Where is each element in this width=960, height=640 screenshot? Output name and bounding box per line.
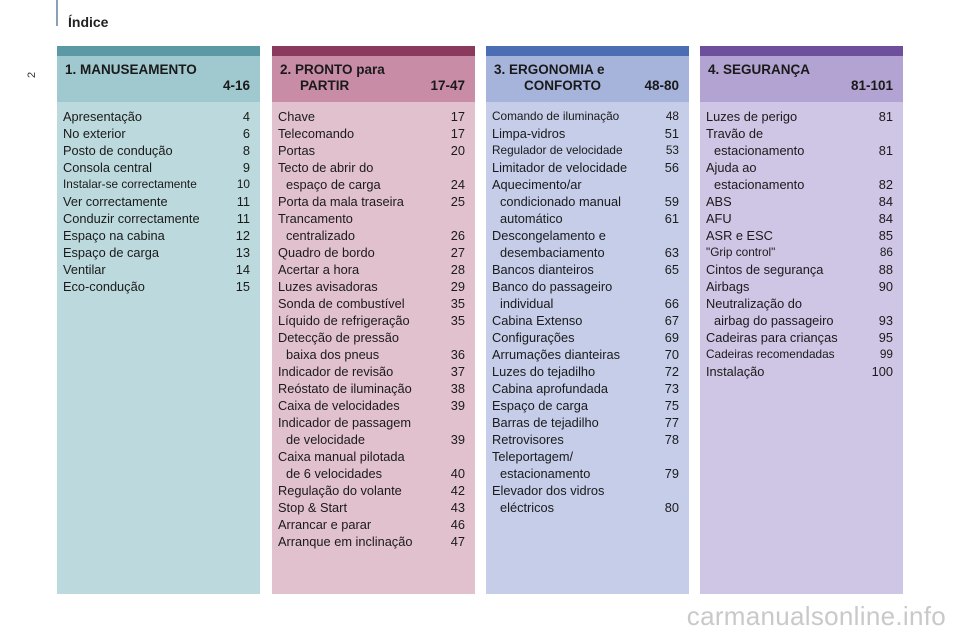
toc-entry-page: 95 <box>878 330 893 345</box>
toc-entry-label: eléctricos <box>500 500 555 515</box>
toc-entry[interactable] <box>706 363 893 380</box>
toc-entry[interactable] <box>706 261 893 278</box>
toc-entry-page: 35 <box>450 296 465 311</box>
toc-entry-page: 81 <box>878 109 893 124</box>
toc-entry[interactable] <box>278 125 465 142</box>
toc-entry-page: 77 <box>664 415 679 430</box>
toc-entry-label: Regulação do volante <box>278 483 402 498</box>
toc-entry-page: 69 <box>664 330 679 345</box>
toc-entry-page: 48 <box>665 109 679 123</box>
toc-entry-label: Porta da mala traseira <box>278 194 404 209</box>
toc-entry[interactable] <box>278 159 465 176</box>
toc-entry-label: Teleportagem/ <box>492 449 574 464</box>
toc-entry-label: estacionamento <box>500 466 591 481</box>
section-title-cont: PARTIR <box>300 78 350 93</box>
toc-entry-page: 12 <box>235 228 250 243</box>
toc-entry-label: Apresentação <box>63 109 142 124</box>
toc-entry-label: Acertar a hora <box>278 262 360 277</box>
toc-entry-label: Instalar-se correctamente <box>63 177 197 191</box>
toc-entry-label: ABS <box>706 194 732 209</box>
toc-entry[interactable] <box>706 125 893 142</box>
toc-entry[interactable] <box>492 380 679 397</box>
toc-entry[interactable] <box>492 465 679 482</box>
toc-entry[interactable] <box>706 210 893 227</box>
toc-entry-label: Banco do passageiro <box>492 279 613 294</box>
toc-entry[interactable] <box>278 108 465 125</box>
toc-entry-label: Ver correctamente <box>63 194 168 209</box>
toc-entry-label: Consola central <box>63 160 152 175</box>
toc-entry-page: 11 <box>236 211 250 226</box>
toc-entry-label: Cadeiras para crianças <box>706 330 838 345</box>
section-title-cont: CONFORTO <box>524 78 601 93</box>
toc-entry-page <box>461 329 465 346</box>
toc-entry[interactable] <box>278 244 465 261</box>
toc-entry-label: Cabina Extenso <box>492 313 583 328</box>
toc-entry-label: Portas <box>278 143 315 158</box>
toc-entry[interactable] <box>492 482 679 499</box>
section-range: 48-80 <box>644 78 679 93</box>
toc-entry[interactable] <box>63 261 250 278</box>
toc-entry[interactable] <box>706 193 893 210</box>
toc-entry-label: Conduzir correctamente <box>63 211 200 226</box>
toc-entry[interactable] <box>492 108 679 125</box>
toc-entry[interactable] <box>63 142 250 159</box>
toc-entry-page: 38 <box>450 381 465 396</box>
toc-entry-page: 78 <box>664 432 679 447</box>
toc-entry-label: Trancamento <box>278 211 353 226</box>
section-ergonomia-conforto <box>486 46 689 594</box>
toc-entry-label: de 6 velocidades <box>286 466 383 481</box>
toc-entry[interactable] <box>492 329 679 346</box>
toc-entry-label: Indicador de passagem <box>278 415 412 430</box>
toc-entry-page <box>461 210 465 227</box>
toc-entry-page <box>461 448 465 465</box>
toc-entry[interactable] <box>278 227 465 244</box>
toc-entry-page: 26 <box>450 228 465 243</box>
toc-entry-page: 42 <box>450 483 465 498</box>
toc-entry-page: 40 <box>450 466 465 481</box>
toc-entry-page: 73 <box>664 381 679 396</box>
toc-entry-page <box>675 176 679 193</box>
section-color-bar <box>57 46 260 56</box>
toc-entry[interactable] <box>706 227 893 244</box>
toc-entry-label: airbag do passageiro <box>714 313 834 328</box>
toc-entry-label: Arrancar e parar <box>278 517 372 532</box>
toc-entry[interactable] <box>492 210 679 227</box>
toc-entry-label: Tecto de abrir do <box>278 160 374 175</box>
toc-entry[interactable] <box>278 210 465 227</box>
toc-entry-page: 72 <box>664 364 679 379</box>
toc-entry-page: 20 <box>450 143 465 158</box>
toc-entry-label: automático <box>500 211 563 226</box>
toc-entry-page: 93 <box>878 313 893 328</box>
toc-entry-label: Reóstato de iluminação <box>278 381 412 396</box>
toc-entry-label: desembaciamento <box>500 245 605 260</box>
toc-entry-label: Neutralização do <box>706 296 803 311</box>
section-title: 2. PRONTO para <box>280 62 385 77</box>
toc-entry-label: Bancos dianteiros <box>492 262 594 277</box>
toc-entry-page: 82 <box>878 177 893 192</box>
toc-entry-label: Detecção de pressão <box>278 330 399 345</box>
section-heading[interactable] <box>57 56 260 102</box>
toc-entry[interactable] <box>278 193 465 210</box>
toc-entry[interactable] <box>278 176 465 193</box>
toc-entry-label: AFU <box>706 211 732 226</box>
toc-entry-label: Travão de <box>706 126 764 141</box>
toc-entry-page: 15 <box>235 279 250 294</box>
toc-entry[interactable] <box>278 397 465 414</box>
toc-entry-page: 63 <box>664 245 679 260</box>
toc-entry-page <box>461 159 465 176</box>
toc-entry-page: 24 <box>450 177 465 192</box>
toc-entry-label: Espaço de carga <box>492 398 589 413</box>
entry-list <box>700 102 903 380</box>
toc-entry-label: Eco-condução <box>63 279 145 294</box>
toc-entry[interactable] <box>278 414 465 431</box>
toc-entry-page: 100 <box>871 364 893 379</box>
header-rule <box>56 0 58 26</box>
toc-entry-page: 25 <box>450 194 465 209</box>
toc-entry-page: 28 <box>450 262 465 277</box>
toc-entry-page: 17 <box>450 126 465 141</box>
section-title: 3. ERGONOMIA e <box>494 62 605 77</box>
toc-entry-page <box>889 125 893 142</box>
toc-entry[interactable] <box>492 414 679 431</box>
toc-entry-label: Airbags <box>706 279 750 294</box>
toc-entry-page: 39 <box>450 432 465 447</box>
toc-entry[interactable] <box>492 261 679 278</box>
toc-entry-label: Elevador dos vidros <box>492 483 605 498</box>
toc-entry-page: 8 <box>242 143 250 158</box>
section-title: 1. MANUSEAMENTO <box>65 62 197 77</box>
entry-list <box>57 102 260 295</box>
toc-entry-label: Descongelamento e <box>492 228 606 243</box>
toc-entry-label: Posto de condução <box>63 143 173 158</box>
toc-entry[interactable] <box>492 431 679 448</box>
entry-list <box>486 102 689 516</box>
toc-entry-page <box>675 278 679 295</box>
toc-entry-label: Sonda de combustível <box>278 296 405 311</box>
toc-entry[interactable] <box>278 533 465 550</box>
section-title: 4. SEGURANÇA <box>708 62 811 77</box>
page-number: 2 <box>26 71 38 78</box>
toc-entry-page: 43 <box>450 500 465 515</box>
toc-entry[interactable] <box>492 142 679 159</box>
toc-entry[interactable] <box>278 465 465 482</box>
toc-entry-page: 13 <box>235 245 250 260</box>
toc-entry-page: 36 <box>450 347 465 362</box>
toc-entry-label: Cabina aprofundada <box>492 381 608 396</box>
toc-entry-page: 37 <box>450 364 465 379</box>
section-range: 17-47 <box>430 78 465 93</box>
toc-entry[interactable] <box>706 346 893 363</box>
toc-entry-label: Arrumações dianteiras <box>492 347 621 362</box>
toc-entry[interactable] <box>278 363 465 380</box>
toc-entry[interactable] <box>63 210 250 227</box>
toc-entry-page: 66 <box>664 296 679 311</box>
toc-entry[interactable] <box>706 244 893 261</box>
toc-entry-label: Chave <box>278 109 315 124</box>
toc-entry-page: 56 <box>664 160 679 175</box>
toc-entry[interactable] <box>278 312 465 329</box>
toc-entry-page: 11 <box>236 194 250 209</box>
toc-entry[interactable] <box>278 448 465 465</box>
toc-entry-label: Caixa manual pilotada <box>278 449 405 464</box>
toc-entry-label: Ventilar <box>63 262 106 277</box>
toc-entry[interactable] <box>63 159 250 176</box>
toc-entry[interactable] <box>706 312 893 329</box>
toc-entry-label: espaço de carga <box>286 177 381 192</box>
toc-entry[interactable] <box>63 108 250 125</box>
toc-entry[interactable] <box>278 278 465 295</box>
toc-entry[interactable] <box>706 176 893 193</box>
toc-entry-page: 53 <box>665 143 679 157</box>
toc-entry-page: 47 <box>450 534 465 549</box>
section-color-bar <box>700 46 903 56</box>
toc-entry-page <box>675 227 679 244</box>
toc-entry[interactable] <box>492 499 679 516</box>
toc-entry-label: Telecomando <box>278 126 355 141</box>
toc-entry[interactable] <box>706 329 893 346</box>
toc-entry-page: 6 <box>242 126 250 141</box>
toc-entry[interactable] <box>278 295 465 312</box>
toc-entry-page: 80 <box>664 500 679 515</box>
section-color-bar <box>272 46 475 56</box>
toc-entry-page: 84 <box>878 194 893 209</box>
toc-entry[interactable] <box>706 108 893 125</box>
section-range: 81-101 <box>850 78 893 93</box>
toc-entry-page: 17 <box>450 109 465 124</box>
toc-entry-page <box>675 482 679 499</box>
section-pronto-para-partir <box>272 46 475 594</box>
toc-entry[interactable] <box>706 295 893 312</box>
toc-entry-page <box>675 448 679 465</box>
toc-entry-label: Luzes de perigo <box>706 109 798 124</box>
toc-entry[interactable] <box>492 448 679 465</box>
toc-entry-page: 61 <box>664 211 679 226</box>
toc-entry-label: Luzes do tejadilho <box>492 364 596 379</box>
toc-entry-label: Espaço na cabina <box>63 228 165 243</box>
toc-entry[interactable] <box>492 397 679 414</box>
toc-entry-page: 90 <box>878 279 893 294</box>
toc-entry-label: Configurações <box>492 330 575 345</box>
toc-entry-label: Indicador de revisão <box>278 364 394 379</box>
section-heading[interactable] <box>700 56 903 102</box>
toc-entry-page: 75 <box>664 398 679 413</box>
toc-entry[interactable] <box>492 227 679 244</box>
toc-entry[interactable] <box>278 431 465 448</box>
toc-entry-label: ASR e ESC <box>706 228 773 243</box>
toc-entry-label: Líquido de refrigeração <box>278 313 410 328</box>
toc-entry[interactable] <box>63 278 250 295</box>
toc-entry-label: Luzes avisadoras <box>278 279 378 294</box>
toc-entry-label: Cadeiras recomendadas <box>706 347 835 361</box>
toc-entry[interactable] <box>492 159 679 176</box>
entry-list <box>272 102 475 550</box>
toc-entry[interactable] <box>278 346 465 363</box>
toc-entry-label: Comando de iluminação <box>492 109 620 123</box>
toc-entry-label: Barras de tejadilho <box>492 415 599 430</box>
toc-entry[interactable] <box>63 244 250 261</box>
toc-entry[interactable] <box>492 312 679 329</box>
toc-entry-page: 84 <box>878 211 893 226</box>
toc-entry-label: Quadro de bordo <box>278 245 375 260</box>
toc-entry-label: Caixa de velocidades <box>278 398 400 413</box>
toc-entry-label: estacionamento <box>714 143 805 158</box>
toc-entry[interactable] <box>492 363 679 380</box>
toc-entry-label: Stop & Start <box>278 500 347 515</box>
toc-entry-page: 65 <box>664 262 679 277</box>
toc-entry-page: 70 <box>664 347 679 362</box>
section-seguranca <box>700 46 903 594</box>
toc-entry-label: Limitador de velocidade <box>492 160 628 175</box>
toc-entry-page <box>889 295 893 312</box>
toc-entry-page: 4 <box>242 109 250 124</box>
page-title: Índice <box>68 14 109 30</box>
toc-entry-label: Instalação <box>706 364 765 379</box>
toc-entry-label: Arranque em inclinação <box>278 534 413 549</box>
toc-entry[interactable] <box>706 142 893 159</box>
toc-entry-page: 27 <box>450 245 465 260</box>
toc-entry[interactable] <box>278 516 465 533</box>
toc-entry-page: 67 <box>664 313 679 328</box>
toc-entry-page: 79 <box>664 466 679 481</box>
section-heading[interactable] <box>272 56 475 102</box>
toc-entry-label: individual <box>500 296 554 311</box>
watermark: carmanualsonline.info <box>686 601 946 631</box>
toc-entry-page: 39 <box>450 398 465 413</box>
toc-entry[interactable] <box>492 125 679 142</box>
toc-entry-label: Cintos de segurança <box>706 262 824 277</box>
toc-entry-page: 99 <box>879 347 893 361</box>
toc-entry[interactable] <box>492 346 679 363</box>
toc-entry-page: 14 <box>235 262 250 277</box>
toc-entry[interactable] <box>492 244 679 261</box>
section-manuseamento <box>57 46 260 594</box>
toc-entry-page: 9 <box>242 160 250 175</box>
toc-entry[interactable] <box>278 499 465 516</box>
toc-entry[interactable] <box>492 193 679 210</box>
toc-entry-label: Espaço de carga <box>63 245 160 260</box>
toc-entry-page: 85 <box>878 228 893 243</box>
toc-entry-page: 10 <box>236 177 250 191</box>
section-heading[interactable] <box>486 56 689 102</box>
toc-entry-page <box>461 414 465 431</box>
toc-entry[interactable] <box>492 176 679 193</box>
toc-entry-label: centralizado <box>286 228 356 243</box>
toc-entry[interactable] <box>278 142 465 159</box>
toc-entry-label: No exterior <box>63 126 126 141</box>
toc-entry-page: 88 <box>878 262 893 277</box>
toc-entry[interactable] <box>278 261 465 278</box>
toc-entry[interactable] <box>63 176 250 193</box>
toc-entry-label: Ajuda ao <box>706 160 757 175</box>
toc-entry-label: Regulador de velocidade <box>492 143 623 157</box>
toc-entry-label: "Grip control" <box>706 245 776 259</box>
toc-entry[interactable] <box>278 482 465 499</box>
toc-entry-label: baixa dos pneus <box>286 347 380 362</box>
toc-entry[interactable] <box>278 380 465 397</box>
toc-entry-label: Retrovisores <box>492 432 564 447</box>
toc-entry-page: 35 <box>450 313 465 328</box>
toc-entry[interactable] <box>492 278 679 295</box>
toc-entry[interactable] <box>63 227 250 244</box>
section-color-bar <box>486 46 689 56</box>
toc-entry[interactable] <box>706 278 893 295</box>
toc-entry-label: condicionado manual <box>500 194 621 209</box>
toc-entry-page: 81 <box>878 143 893 158</box>
toc-entry-page: 86 <box>879 245 893 259</box>
toc-entry[interactable] <box>706 159 893 176</box>
toc-entry-page: 29 <box>450 279 465 294</box>
section-range: 4-16 <box>222 78 250 93</box>
toc-entry[interactable] <box>63 193 250 210</box>
toc-entry[interactable] <box>278 329 465 346</box>
toc-entry[interactable] <box>63 125 250 142</box>
toc-entry-label: Aquecimento/ar <box>492 177 582 192</box>
toc-entry-label: estacionamento <box>714 177 805 192</box>
toc-entry-page: 46 <box>450 517 465 532</box>
toc-entry[interactable] <box>492 295 679 312</box>
toc-entry-label: de velocidade <box>286 432 365 447</box>
toc-entry-page <box>889 159 893 176</box>
toc-entry-page: 59 <box>664 194 679 209</box>
toc-entry-label: Limpa-vidros <box>492 126 566 141</box>
toc-entry-page: 51 <box>664 126 679 141</box>
